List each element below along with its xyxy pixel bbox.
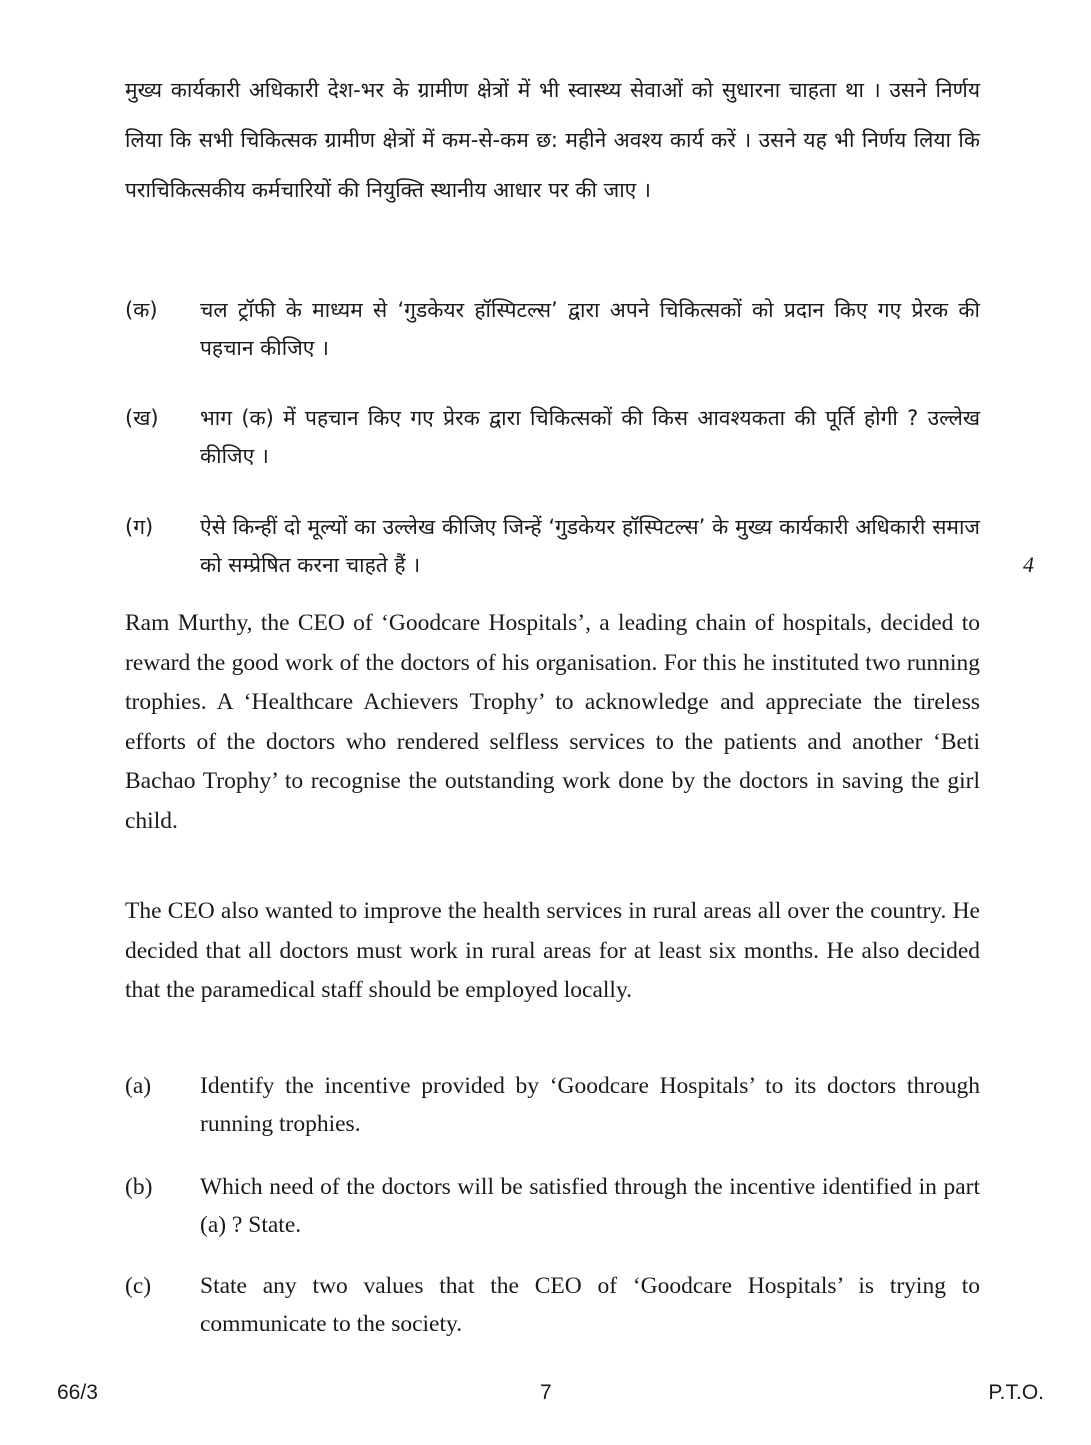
question-text: State any two values that the CEO of ‘Goodcare Hospitals’ is trying to communicate to the society. xyxy=(200,1273,980,1337)
question-text: भाग (क) में पहचान किए गए प्रेरक द्वारा चिकित्सकों की किस आवश्यकता की पूर्ति होगी ? उल्लेख कीजिए । xyxy=(200,406,980,468)
page-number: 7 xyxy=(540,1381,552,1404)
english-paragraph-1: Ram Murthy, the CEO of ‘Goodcare Hospitals’, a leading chain of hospitals, decided to reward the good work of the doctors of his organisation. For this he instituted two running trophies. A ‘Healthcare Achievers Trophy’ to acknowledge and appreciate the tireless efforts of the doctors who rendered selfless services to the patients and another ‘Beti Bachao Trophy’ to recognise the outstanding work done by the doctors in saving the girl child. xyxy=(125,610,980,834)
question-label: (a) xyxy=(125,1073,152,1099)
question-text: चल ट्रॉफी के माध्यम से ‘गुडकेयर हॉस्पिटल्स’ द्वारा अपने चिकित्सकों को प्रदान किए गए प्रेरक की पहचान कीजिए । xyxy=(200,298,980,360)
question-label: (क) xyxy=(125,298,158,322)
pto-label: P.T.O. xyxy=(988,1381,1044,1404)
english-paragraph-2: The CEO also wanted to improve the health services in rural areas all over the country. He decided that all doctors must work in rural areas for at least six months. He also decided that the paramedical staff should be employed locally. xyxy=(125,898,980,1003)
question-label: (ग) xyxy=(125,515,154,539)
marks: 4 xyxy=(1023,552,1034,577)
question-text: ऐसे किन्हीं दो मूल्यों का उल्लेख कीजिए जिन्हें ‘गुडकेयर हॉस्पिटल्स’ के मुख्य कार्यकारी अधिकारी समाज को सम्प्रेषित करना चाहते हैं । xyxy=(200,515,980,577)
hindi-paragraph: मुख्य कार्यकारी अधिकारी देश-भर के ग्रामीण क्षेत्रों में भी स्वास्थ्य सेवाओं को सुधारना चाहता था । उसने निर्णय लिया कि सभी चिकित्सक ग्रामीण क्षेत्रों में कम-से-कम छ: महीने अवश्य कार्य करें । उसने यह भी निर्णय लिया कि पराचिकित्सकीय कर्मचारियों की नियुक्ति स्थानीय आधार पर की जाए । xyxy=(125,78,980,202)
footer-code: 66/3 xyxy=(57,1381,98,1404)
question-text: Which need of the doctors will be satisfied through the incentive identified in part (a) ? State. xyxy=(200,1174,980,1238)
question-text: Identify the incentive provided by ‘Goodcare Hospitals’ to its doctors through running trophies. xyxy=(200,1073,980,1137)
question-label: (c) xyxy=(125,1273,152,1299)
question-label: (ख) xyxy=(125,406,159,430)
question-label: (b) xyxy=(125,1174,153,1200)
